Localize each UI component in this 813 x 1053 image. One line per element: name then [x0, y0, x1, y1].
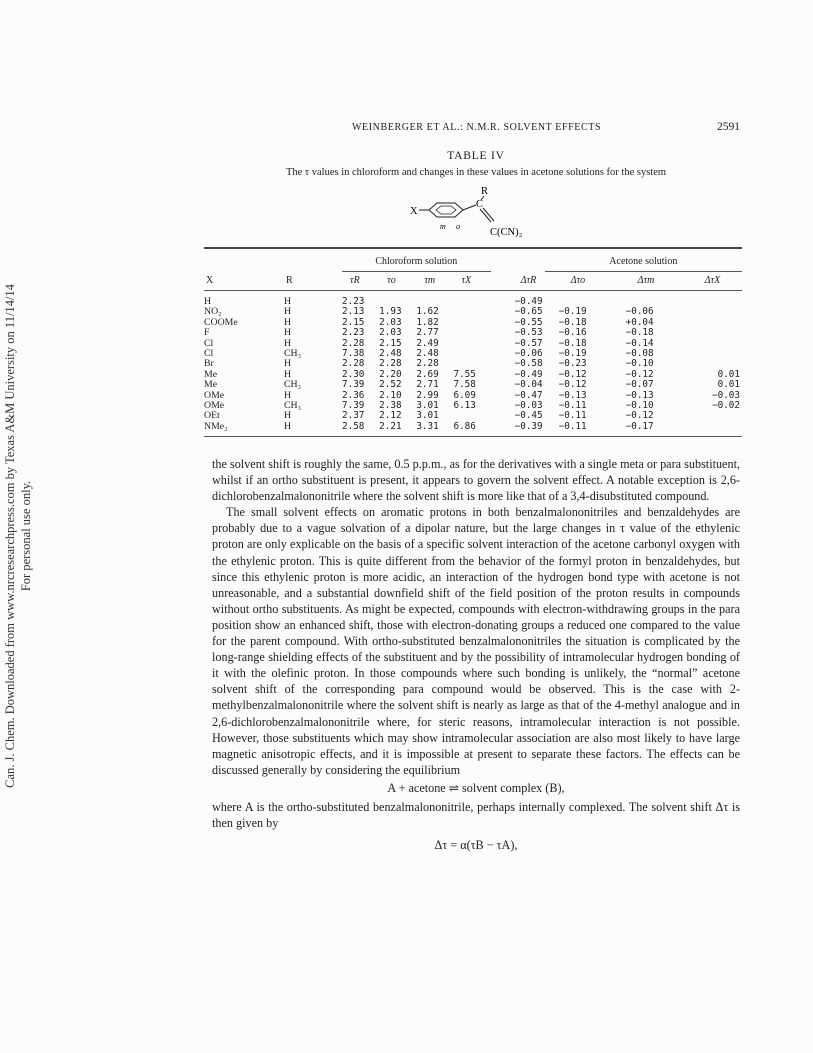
cell-r: H [284, 422, 342, 437]
structure-x-label: X [410, 206, 418, 217]
cell-dtau-o: −0.18 [558, 337, 587, 349]
cell-dtau-o: −0.19 [558, 306, 587, 318]
cell-tau-x [453, 307, 490, 317]
cell-tau-o: 2.15 [379, 337, 402, 349]
table-body [204, 291, 742, 437]
cell-tau-o: 2.03 [379, 316, 402, 328]
cell-x: Me [204, 379, 218, 391]
cell-tau-o: 2.12 [379, 410, 402, 422]
table-label: TABLE IV [447, 150, 505, 162]
cell-dtau-r: −0.57 [514, 337, 543, 349]
table-row [204, 422, 742, 437]
col-tau-m: τm [416, 272, 453, 291]
paragraph-1: the solvent shift is roughly the same, 0.5 p.p.m., as for the derivatives with a single meta or para substituent, whilst if an ortho substituent is present, it appears to govern the solvent effect. A notable exception is 2,6-dichlorobenzalmalononitrile where the solvent shift is more like that of a 3,4-disubstituted compound. [212, 457, 740, 504]
table-caption: The τ values in chloroform and changes in these values in acetone solutions for the system [285, 167, 667, 178]
cell-dtau-x [679, 307, 742, 317]
cell-r: H [284, 316, 292, 328]
cell-dtau-x [679, 318, 742, 328]
cell-dtau-m: −0.18 [625, 327, 654, 339]
cell-r: CH₃ [284, 379, 302, 391]
download-notice-line1: Can. J. Chem. Downloaded from www.nrcresearchpress.com by Texas A&M University on 11/14/14 [3, 284, 17, 788]
cell-dtau-r: −0.65 [514, 306, 543, 318]
col-tau-o: τo [379, 272, 416, 291]
cell-tau-m: 3.01 [416, 410, 439, 422]
col-tau-r: τR [342, 272, 379, 291]
cell-dtau-m: −0.13 [625, 389, 654, 401]
col-x: X [204, 272, 284, 291]
structure-ccn-label: C(CN)₂ [490, 227, 523, 238]
cell-r: CH₃ [284, 348, 302, 360]
cell-tau-o: 2.28 [379, 358, 402, 370]
structure-m-label: m [440, 222, 446, 231]
cell-tau-o: 2.52 [379, 379, 402, 391]
cell-dtau-r: −0.58 [514, 358, 543, 370]
cell-dtau-o: −0.12 [558, 379, 587, 391]
cell-tau-m: 2.99 [416, 389, 439, 401]
cell-r: H [284, 327, 292, 339]
cell-tau-o: 1.93 [379, 306, 402, 318]
paragraph-3: where A is the ortho-substituted benzalmalononitrile, perhaps internally complexed. The solvent shift Δτ is then given by [212, 799, 740, 831]
cell-dtau-x: −0.03 [712, 389, 740, 401]
cell-tau-m: 1.82 [416, 316, 439, 328]
cell-r: H [284, 410, 292, 422]
download-notice-line2: For personal use only. [19, 480, 33, 592]
group-header-row [204, 253, 742, 272]
cell-dtau-m: −0.06 [625, 306, 654, 318]
cell-tau-x [453, 349, 490, 359]
cell-dtau-x [679, 411, 742, 421]
cell-tau-r: 2.23 [342, 296, 365, 307]
cell-tau-m: 3.01 [416, 400, 439, 412]
cell-dtau-m [612, 291, 679, 308]
cell-dtau-r: −0.55 [514, 316, 543, 328]
cell-dtau-r: −0.47 [514, 389, 543, 401]
cell-dtau-o: −0.19 [558, 348, 587, 360]
cell-dtau-x: 0.01 [717, 379, 740, 391]
group-acetone: Acetone solution [545, 253, 742, 272]
cell-r: H [284, 389, 292, 401]
cell-x: Cl [204, 348, 214, 360]
structure-o-label: o [456, 222, 460, 231]
structure-diagram [410, 184, 550, 246]
cell-dtau-o [545, 291, 612, 308]
cell-dtau-o: −0.11 [558, 410, 587, 422]
cell-dtau-r: −0.39 [491, 422, 545, 437]
cell-tau-o: 2.20 [379, 368, 402, 380]
cell-tau-m: 3.31 [416, 422, 453, 437]
cell-tau-r: 7.39 [342, 379, 365, 391]
cell-dtau-m: −0.10 [625, 358, 654, 370]
cell-dtau-o: −0.16 [558, 327, 587, 339]
cell-dtau-x [679, 349, 742, 359]
cell-tau-x [453, 291, 490, 308]
cell-dtau-r: −0.03 [514, 400, 543, 412]
cell-x: Br [204, 358, 214, 370]
cell-dtau-m: −0.14 [625, 337, 654, 349]
cell-tau-x: 6.86 [453, 422, 490, 437]
cell-x: COOMe [204, 316, 238, 328]
page-number: 2591 [717, 121, 740, 133]
structure-r-label: R [481, 186, 489, 197]
cell-tau-r: 2.58 [342, 422, 379, 437]
cell-tau-m [416, 291, 453, 308]
cell-r: CH₃ [284, 400, 302, 412]
cell-dtau-r: −0.45 [514, 410, 543, 422]
running-title: WEINBERGER ET AL.: N.M.R. SOLVENT EFFECTS [352, 122, 602, 133]
download-notice [2, 256, 34, 816]
cell-dtau-x [679, 328, 742, 338]
benzene-ring [429, 203, 463, 217]
cell-r: H [284, 337, 292, 349]
cell-r: H [284, 358, 292, 370]
cell-dtau-x [679, 422, 742, 437]
cell-dtau-m: −0.12 [625, 368, 654, 380]
group-chloroform: Chloroform solution [342, 253, 491, 272]
cell-dtau-x: 0.01 [717, 368, 740, 380]
cell-tau-r: 2.36 [342, 389, 365, 401]
cell-dtau-r: −0.49 [514, 296, 543, 307]
cell-x: OEt [204, 410, 220, 422]
cell-dtau-m: +0.04 [625, 316, 654, 328]
cell-dtau-r: −0.04 [514, 379, 543, 391]
cell-dtau-m: −0.07 [625, 379, 654, 391]
bond-ring-c [463, 205, 476, 210]
cell-tau-m: 2.49 [416, 337, 439, 349]
cell-dtau-m: −0.08 [625, 348, 654, 360]
cell-dtau-x: −0.02 [712, 400, 740, 412]
cell-tau-m: 2.69 [416, 368, 439, 380]
col-tau-x: τX [453, 272, 490, 291]
cell-tau-x: 7.58 [453, 379, 476, 391]
cell-tau-o: 2.21 [379, 422, 416, 437]
cell-tau-r: 2.13 [342, 306, 365, 318]
cell-x: H [204, 296, 212, 307]
cell-tau-r: 2.23 [342, 327, 365, 339]
cell-tau-r: 2.15 [342, 316, 365, 328]
body-text [212, 456, 740, 853]
cell-r: H [284, 306, 292, 318]
cell-tau-r: 7.38 [342, 348, 365, 360]
cell-dtau-r: −0.53 [514, 327, 543, 339]
cell-tau-r: 2.37 [342, 410, 365, 422]
cell-tau-x [453, 339, 490, 349]
cell-tau-r: 2.28 [342, 358, 365, 370]
cell-dtau-m: −0.10 [625, 400, 654, 412]
cell-tau-o: 2.38 [379, 400, 402, 412]
structure-c-label: C [476, 199, 484, 210]
cell-tau-x: 6.13 [453, 400, 476, 412]
cell-x: F [204, 327, 210, 339]
cell-tau-x [453, 328, 490, 338]
equilibrium-equation: A + acetone ⇌ solvent complex (B), [387, 780, 565, 795]
benzene-inner-ring [436, 206, 456, 214]
cell-tau-r: 7.39 [342, 400, 365, 412]
cell-tau-o: 2.48 [379, 348, 402, 360]
cell-tau-x: 7.55 [453, 368, 476, 380]
cell-tau-x: 6.09 [453, 389, 476, 401]
col-dtau-o: Δτo [545, 272, 612, 291]
cell-tau-m: 2.71 [416, 379, 439, 391]
cell-tau-r: 2.30 [342, 368, 365, 380]
cell-tau-o: 2.03 [379, 327, 402, 339]
cell-tau-m: 2.77 [416, 327, 439, 339]
column-header-row [204, 272, 742, 291]
cell-tau-m: 1.62 [416, 306, 439, 318]
col-dtau-r: ΔτR [491, 272, 545, 291]
cell-tau-m: 2.28 [416, 358, 439, 370]
cell-dtau-o: −0.11 [558, 400, 587, 412]
cell-r: H [284, 368, 292, 380]
cell-tau-x [453, 318, 490, 328]
cell-dtau-r: −0.49 [514, 368, 543, 380]
col-r: R [284, 272, 342, 291]
cell-dtau-m: −0.17 [612, 422, 679, 437]
cell-dtau-m: −0.12 [625, 410, 654, 422]
cell-dtau-o: −0.23 [558, 358, 587, 370]
chemical-structure [410, 184, 550, 246]
cell-dtau-x [679, 339, 742, 349]
cell-dtau-o: −0.18 [558, 316, 587, 328]
data-table [204, 247, 742, 437]
cell-dtau-r: −0.06 [514, 348, 543, 360]
table-row [204, 291, 742, 308]
cell-x: NMe₂ [204, 422, 284, 437]
solvent-shift-equation: Δτ = α(τB − τA), [434, 838, 518, 853]
cell-x: NO₂ [204, 306, 222, 318]
paragraph-2: The small solvent effects on aromatic protons in both benzalmalononitriles and benzaldehydes are probably due to a vague solvation of a dipolar nature, but the large changes in τ value of the ethylenic proton are only explicable on the basis of a specific solvent interaction of the acetone carbonyl oxygen with the ethylenic proton. This is quite different from the behavior of the formyl proton in benzaldehydes, but since this ethylenic proton is more acidic, an interaction of the hydrogen bond type with acetone is not unreasonable, and a substantial downfield shift of the field position of the proton results in compounds without ortho substituents. As might be expected, compounds with electron-withdrawing groups in the para position show an enhanced shift, those with electron-donating groups a reduced one compared to the value for the parent compound. With ortho-substituted benzalmalononitriles the situation is complicated by the long-range shielding effects of the substituent and by the possibility of intramolecular hydrogen bonding of it with the olefinic proton. In those compounds where such bonding is unlikely, the “normal” acetone solvent shift of the corresponding para compound would be observed. This is the case with 2-methylbenzalmalononitrile where the solvent shift is nearly as large as that of the 4-methyl analogue and in 2,6-dichlorobenzalmalononitrile where, for steric reasons, intramolecular interaction is not possible. However, those substituents which may show intramolecular association are also most likely to have large magnetic anisotropic effects, and it is impossible at present to separate these factors. The effects can be discussed generally by considering the equilibrium [212, 505, 740, 777]
cell-tau-m: 2.48 [416, 348, 439, 360]
cell-dtau-o: −0.11 [545, 422, 612, 437]
cell-x: Cl [204, 337, 214, 349]
cell-tau-r: 2.28 [342, 337, 365, 349]
cell-x: Me [204, 368, 218, 380]
cell-tau-o [379, 291, 416, 308]
cell-dtau-o: −0.13 [558, 389, 587, 401]
cell-tau-o: 2.10 [379, 389, 402, 401]
col-dtau-x: ΔτX [679, 272, 742, 291]
cell-dtau-x [679, 291, 742, 308]
cell-dtau-o: −0.12 [558, 368, 587, 380]
cell-x: OMe [204, 400, 225, 412]
cell-r: H [284, 296, 292, 307]
cell-x: OMe [204, 389, 225, 401]
col-dtau-m: Δτm [612, 272, 679, 291]
